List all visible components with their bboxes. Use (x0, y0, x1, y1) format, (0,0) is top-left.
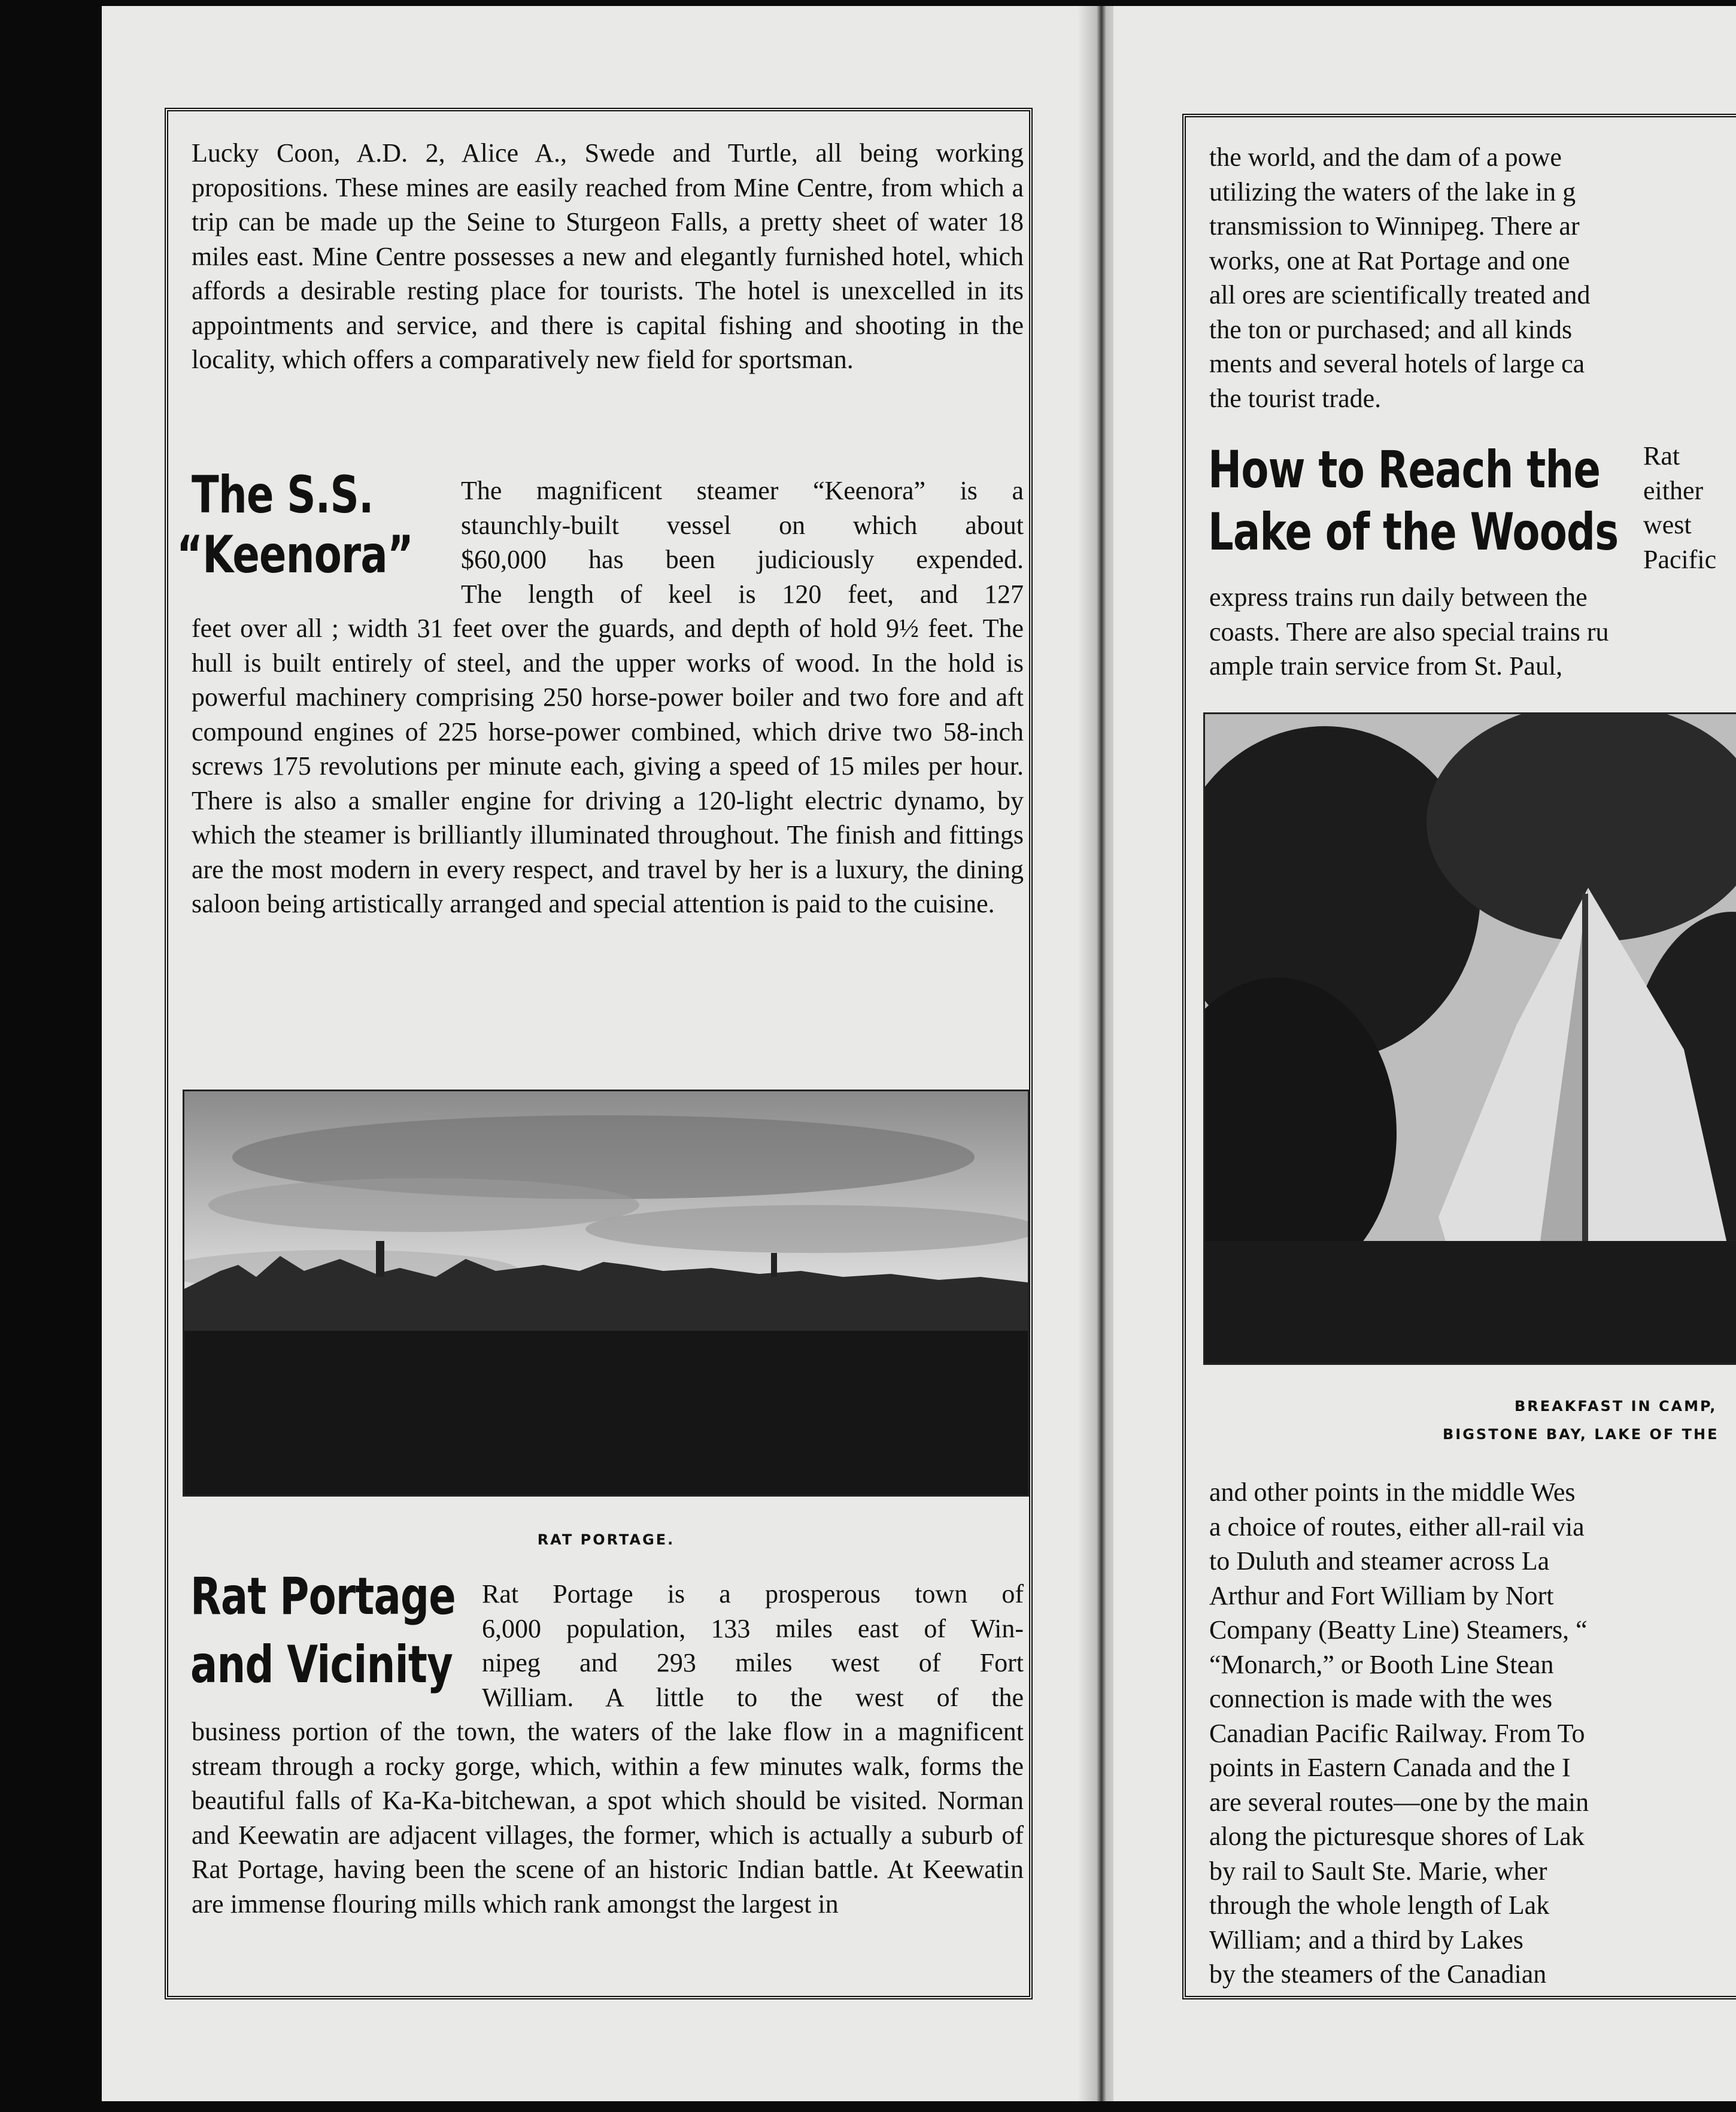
right-text-line: works, one at Rat Portage and one (1209, 245, 1570, 275)
reach-text-line: coasts. There are also special trains ru (1209, 617, 1609, 647)
keenora-body: feet over all ; width 31 feet over the guards, and depth of hold 9½ feet. The hull is built entirely of steel, and the upper works of wood. In the hold is powerful machinery comprising 250 horse-power boiler and two fore and aft compound engines of 225 horse-power combined, which drive two 58-inch screws 175 revolutions per minute each, giving a speed of 15 miles per hour. There is also a smaller engine for driving a 120-light electric dynamo, by which the steamer is brilliantly illuminated throughout. The finish and fittings are the most modern in every respect, and travel by her is a luxury, the dining saloon being artistically arranged and special attention is paid to the cuisine. (192, 614, 1024, 918)
right-text-line: by the steamers of the Canadian (1209, 1959, 1547, 1989)
intro-paragraph: Lucky Coon, A.D. 2, Alice A., Swede and Turtle, all being working propositions. These mines are easily reached from Mine Centre, from which a trip can be made up the Seine to Sturgeon Falls, a pretty sheet of water 18 miles east. Mine Centre possesses a new and elegantly furnished hotel, which affords a desirable resting place for tourists. The hotel is unexcelled in its appointments and service, and there is capital fishing and shooting in the locality, which offers a comparatively new field for sportsman. (192, 138, 1024, 374)
right-text-line: by rail to Sault Ste. Marie, wher (1209, 1856, 1547, 1886)
right-text-line: William; and a third by Lakes (1209, 1925, 1523, 1955)
right-text-line: ments and several hotels of large ca (1209, 349, 1585, 378)
right-page (1113, 6, 1736, 2101)
right-text-line: the tourist trade. (1209, 383, 1382, 413)
right-text-line: all ores are scientifically treated and (1209, 280, 1591, 309)
right-text-line: are several routes—one by the main (1209, 1787, 1589, 1817)
left-page (102, 6, 1095, 2101)
keenora-side-line: $60,000 has been judiciously expended. (461, 545, 1024, 574)
rat-portage-caption: RAT PORTAGE. (537, 1531, 675, 1548)
right-text-line: connection is made with the wes (1209, 1684, 1553, 1713)
rat-portage-heading-line1: Rat Portage (190, 1567, 456, 1627)
right-text-line: utilizing the waters of the lake in g (1209, 177, 1576, 207)
reach-text (1209, 580, 1608, 684)
rat-portage-side-line: nipeg and 293 miles west of Fort (482, 1648, 1024, 1677)
keenora-side-line: The length of keel is 120 feet, and 127 (461, 579, 1024, 609)
right-text-line: the world, and the dam of a powe (1209, 142, 1562, 172)
reach-side-text (1643, 439, 1716, 576)
reach-text-line: express trains run daily between the (1209, 582, 1588, 612)
rat-portage-heading-line2: and Vicinity (190, 1635, 453, 1695)
right-text-line: transmission to Winnipeg. There ar (1209, 211, 1580, 241)
right-bottom-text (1209, 1475, 1589, 1992)
breakfast-caption-line2: BIGSTONE BAY, LAKE OF THE (1443, 1426, 1719, 1443)
rat-portage-body: business portion of the town, the waters of the lake flow in a magnificent stream through a rocky gorge, which, within a few minutes walk, forms the beautiful falls of Ka-Ka-bitchewan, a spot which should be visited. Norman and Keewatin are adjacent villages, the former, which is actually a suburb of Rat Portage, having been the scene of an historic Indian battle. At Keewatin are immense flouring mills which rank amongst the largest in (192, 1717, 1024, 1919)
keenora-side-line: The magnificent steamer “Keenora” is a (461, 476, 1024, 505)
breakfast-caption-line1: BREAKFAST IN CAMP, (1515, 1398, 1717, 1415)
rat-portage-side-line: Rat Portage is a prosperous town of (482, 1579, 1024, 1609)
keenora-side-text (461, 474, 1024, 611)
right-text-line: the ton or purchased; and all kinds (1209, 314, 1573, 344)
right-text-line: Company (Beatty Line) Steamers, “ (1209, 1615, 1588, 1644)
keenora-side-line: staunchly-built vessel on which about (461, 510, 1024, 540)
reach-side-line: Pacific (1643, 544, 1717, 574)
rat-portage-side-text (482, 1577, 1024, 1715)
reach-side-line: west (1643, 510, 1692, 539)
keenora-heading-line2: “Keenora” (177, 525, 414, 585)
right-text-line: Arthur and Fort William by Nort (1209, 1580, 1554, 1610)
town-skyline-image (184, 1091, 1030, 1497)
rat-portage-side-line: 6,000 population, 133 miles east of Win- (482, 1613, 1024, 1643)
right-text-line: along the picturesque shores of Lak (1209, 1822, 1585, 1851)
right-text-line: Canadian Pacific Railway. From To (1209, 1718, 1585, 1748)
reach-text-line: ample train service from St. Paul, (1209, 651, 1563, 681)
right-text-line: points in Eastern Canada and the I (1209, 1753, 1571, 1782)
camp-tent-image (1205, 714, 1736, 1365)
right-text-line: a choice of routes, either all-rail via (1209, 1512, 1585, 1541)
right-text-line: and other points in the middle Wes (1209, 1477, 1576, 1507)
reach-heading-line1: How to Reach the (1208, 440, 1601, 500)
reach-side-line: either (1643, 475, 1704, 505)
rat-portage-photo (183, 1090, 1030, 1497)
keenora-heading-line1: The S.S. (192, 465, 374, 525)
reach-side-line: Rat (1643, 441, 1680, 471)
right-text-line: “Monarch,” or Booth Line Stean (1209, 1649, 1554, 1679)
right-text-line: through the whole length of Lak (1209, 1891, 1550, 1920)
rat-portage-side-line: William. A little to the west of the (482, 1682, 1024, 1712)
breakfast-camp-photo (1203, 712, 1736, 1365)
reach-heading-line2: Lake of the Woods (1208, 502, 1619, 562)
right-top-text (1209, 140, 1736, 415)
right-text-line: to Duluth and steamer across La (1209, 1546, 1550, 1576)
